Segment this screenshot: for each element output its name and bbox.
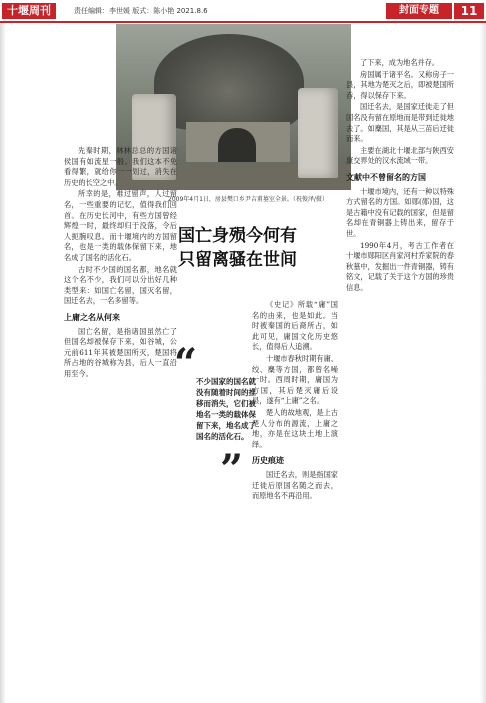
column-2 (252, 300, 338, 503)
close-quote-mark: ” (220, 446, 244, 493)
paragraph: 《史记》所载“庸”国名的由来，也是如此。当时被秦国的后裔所占，如此可见，庸国文化历史悠长，值得后人追溯。 (252, 300, 338, 352)
photo-caption: 2009年4月1日，房县樊口乡尹吉甫墓室全景。（祝俊泽/摄） (168, 196, 328, 203)
paragraph: 先秦时期，林林总总的方国诸侯国有如流星一般。我们这本不免看得繁，就给你一一划过，消失在历史的长空之中。 (64, 146, 177, 187)
masthead (0, 0, 486, 22)
paragraph: 十堰市境内，还有一种以特殊方式留名的方国。如郧(郧)国，这是古籍中没有记载的国家，但是留名却在青铜器上铸出来，留存于世。 (346, 186, 454, 238)
headline-line-2: 只留离骚在世间 (178, 250, 297, 270)
paragraph: 国迁名去，则是指国家迁徙后原国名随之而去，而原地名不再沿用。 (252, 469, 338, 501)
paragraph: 国迁名去，是国家迁徙走了但国名没有留在原地而是带到迁徙地去了。如麇国，其是从三苗后迁徙而来。 (346, 102, 454, 144)
section-label: 封面专题 (386, 3, 452, 19)
publication-brand: 十堰周刊 (2, 3, 56, 19)
paragraph: 了下来，成为地名并存。 (360, 58, 440, 67)
paragraph: 1990年4月，考古工作者在十堰市郧阳区肖家河村乔家院的春秋墓中，发掘出一件青铜器，铸有铭文，记载了关于这个方国的珍贵信息。 (346, 240, 454, 292)
paragraph: 房国属于诸平名。又称房子一县，其地为楚灭之后，即被楚国所吞，得以保存下来。 (346, 69, 454, 100)
subheading: 文献中不曾留名的方国 (346, 172, 426, 182)
subheading: 上庸之名从何来 (64, 312, 120, 322)
paragraph: 十堰市春秋时期有庸、绞、麇等方国，都曾名噪一时。西周时期，庸国为方国，其后楚灭庸后设县，遂有“上庸”之名。 (252, 353, 338, 406)
paragraph: 楚人的故地观，是上古楚人分布的源流，上庸之地，亦是在这块土地上演绎。 (252, 407, 338, 449)
masthead-rule (0, 21, 486, 23)
tomb-entrance (218, 128, 256, 162)
subheading: 历史痕迹 (252, 456, 284, 466)
open-quote-mark: “ (174, 340, 198, 387)
column-3 (346, 58, 454, 294)
headline-line-1: 国亡身殒今何有 (178, 226, 297, 246)
stone-stele-right (298, 88, 338, 178)
pull-quote-text: 不少国家的国名就没有随着时间的推移而消失，它们被地名一类的载体保留下来，地名成了国名的活化石。 (196, 377, 256, 441)
paragraph: 主要在湖北十堰北部与陕西安康交界处的汉水流域一带。 (346, 145, 454, 166)
page-edge-shadow (480, 22, 486, 703)
column-1 (64, 146, 177, 380)
page-fold-shadow (0, 22, 6, 703)
tomb-mound (154, 34, 304, 130)
paragraph: 古时不少国的国名都，地名就这个名不少，我们可以分出好几种类型来：如国亡名留，国灭名留，国迁名去，一名多留等。 (64, 264, 177, 306)
paragraph: 所幸的是，难过留声，人过留名，一些重要的记忆，值得我们回首。在历史长河中，有些方国曾经辉煌一时，最终却归于没落，令后人扼腕叹息。而十堰境内的方国留名，也是一类的载体保留下来，地名成了国名的活化石。 (64, 189, 177, 262)
page-number: 11 (454, 3, 484, 19)
editor-credits: 责任编辑：李世媛 版式：陈小艳 2021.8.6 (74, 7, 208, 15)
paragraph: 国亡名留，是指诸国虽然亡了但国名却被保存下来，如谷城，公元前611年其被楚国所灭，楚国将所占地的谷城称为县，后人一直沿用至今。 (64, 326, 177, 378)
